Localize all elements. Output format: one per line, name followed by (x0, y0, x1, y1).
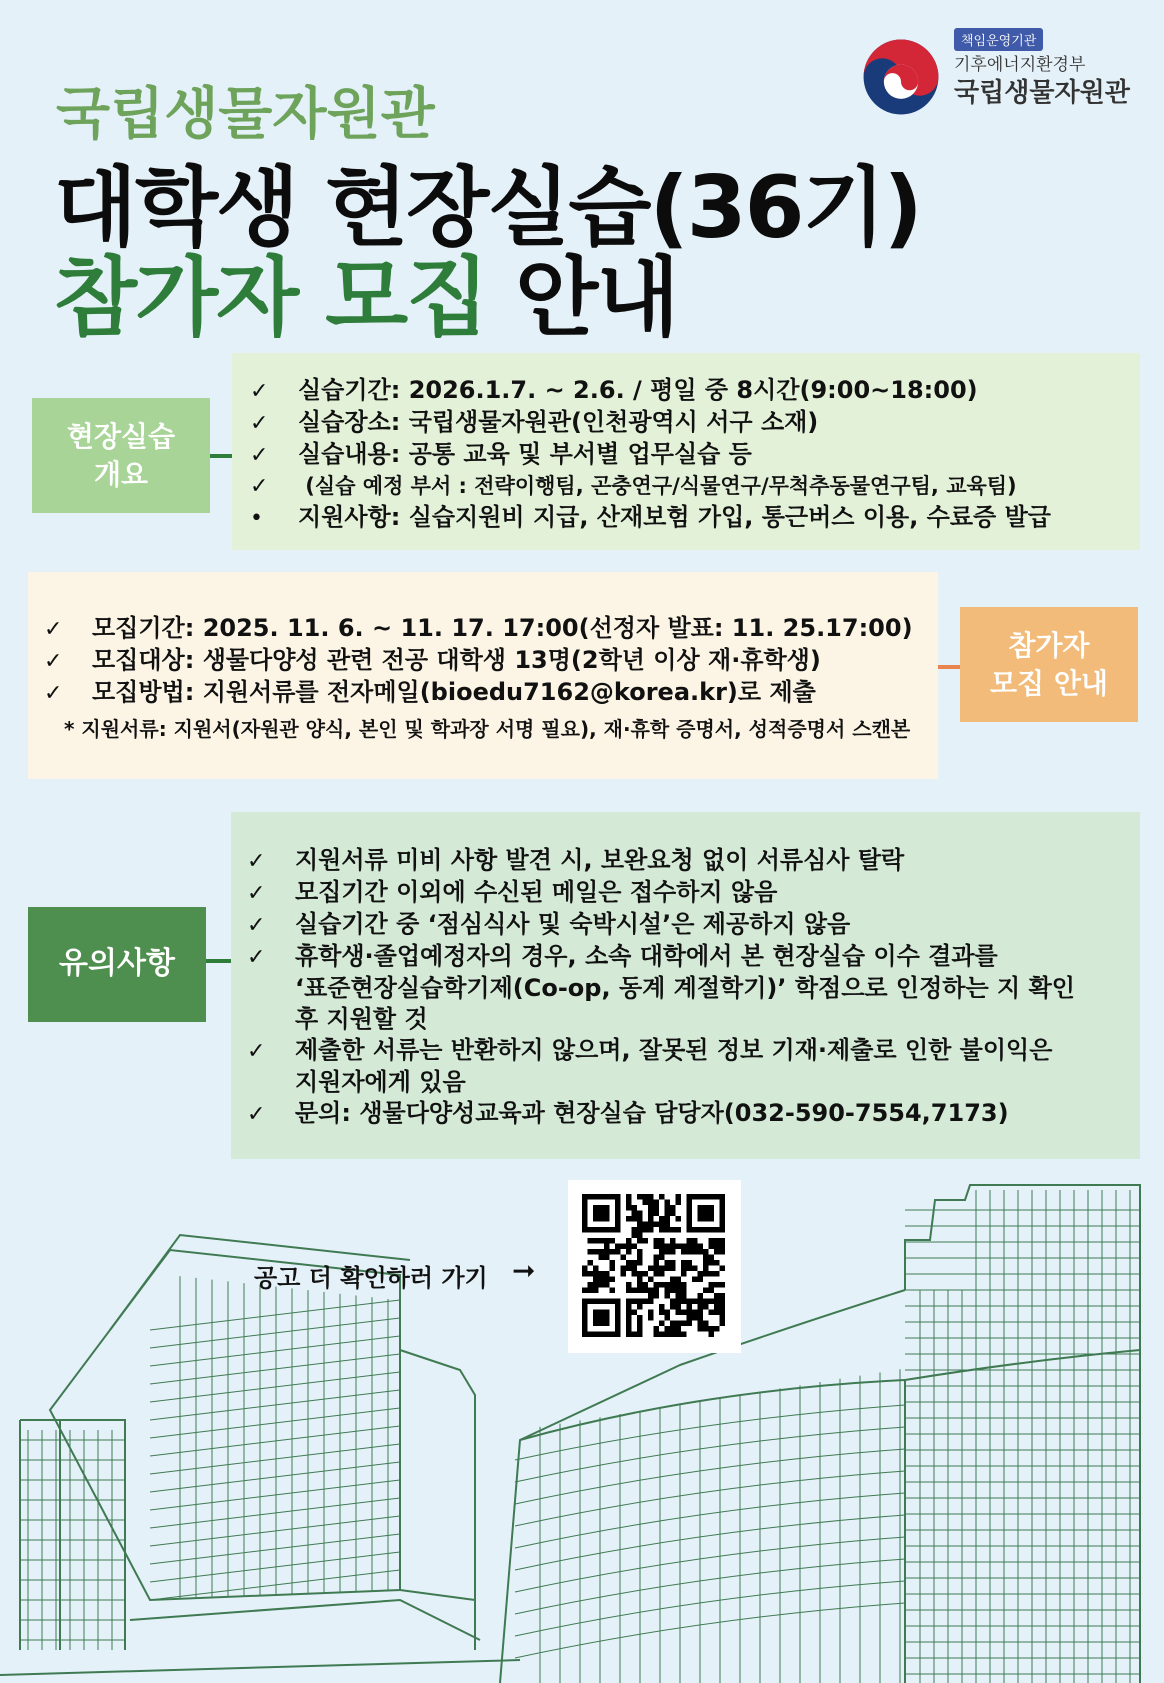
list-item-continuation (247, 1004, 1075, 1035)
list-item (44, 677, 913, 709)
list-item-text: 실습장소: 국립생물자원관(인천광역시 서구 소재) (298, 408, 819, 436)
list-item (247, 941, 1075, 973)
list-item-text: 후 지원할 것 (295, 1005, 428, 1033)
check-icon: ✓ (250, 411, 269, 436)
list-item (247, 877, 1075, 909)
list-item (44, 613, 913, 645)
list-item-text: 실습내용: 공통 교육 및 부서별 업무실습 등 (298, 440, 752, 468)
list-item (247, 909, 1075, 941)
qr-code-icon (568, 1180, 741, 1353)
list-item (247, 1035, 1075, 1067)
list-item-text: 문의: 생물다양성교육과 현장실습 담당자(032-590-7554,7173) (295, 1099, 1009, 1127)
check-icon: ✓ (247, 1039, 266, 1064)
list-item (250, 407, 1051, 439)
check-icon: ✓ (247, 913, 266, 938)
overview-list (250, 375, 1051, 534)
list-item-text: 모집대상: 생물다양성 관련 전공 대학생 13명(2학년 이상 재·휴학생) (92, 646, 821, 674)
title-org: 국립생물자원관 (56, 82, 435, 147)
list-item (250, 471, 1051, 502)
list-item-text: 실습기간 중 ‘점심식사 및 숙박시설’은 제공하지 않음 (295, 910, 851, 938)
list-item (250, 375, 1051, 407)
ministry-logo (862, 26, 1142, 116)
qr-code[interactable] (568, 1180, 741, 1353)
taegeuk-emblem-icon (862, 38, 940, 116)
list-item-text: 모집기간: 2025. 11. 6. ~ 11. 17. 17:00(선정자 발표: 11. 25.17:00) (92, 614, 913, 642)
list-item-text: ‘표준현장실습학기제(Co-op, 동계 계절학기)’ 학점으로 인정하는 지 확인 (295, 974, 1075, 1002)
list-item-text: 휴학생·졸업예정자의 경우, 소속 대학에서 본 현장실습 이수 결과를 (295, 942, 998, 970)
subtitle-green: 참가자 모집 (54, 248, 488, 348)
qr-label: 공고 더 확인하러 가기 (254, 1264, 488, 1292)
check-icon: ✓ (247, 1102, 266, 1127)
check-icon: ✓ (44, 649, 63, 674)
list-item-text: 지원서류 미비 사항 발견 시, 보완요청 없이 서류심사 탈락 (295, 846, 905, 874)
check-icon: ✓ (44, 681, 63, 706)
list-item-text: 지원사항: 실습지원비 지급, 산재보험 가입, 통근버스 이용, 수료증 발급 (298, 503, 1051, 531)
overview-tag-line2: 개요 (93, 457, 149, 491)
list-item (250, 439, 1051, 471)
check-icon: ✓ (44, 617, 63, 642)
page-title: 대학생 현장실습(36기) (54, 158, 921, 258)
recruit-connector (938, 665, 960, 669)
recruit-tag-line1: 참가자 (1008, 628, 1090, 662)
check-icon: ✓ (250, 443, 269, 468)
recruit-list (44, 613, 913, 709)
notice-list (247, 845, 1075, 1130)
list-item (247, 1098, 1075, 1130)
documents-note: * 지원서류: 지원서(자원관 양식, 본인 및 학과장 서명 필요), 재·휴학 증명서, 성적증명서 스캔본 (64, 717, 911, 741)
list-item-text: 지원자에게 있음 (295, 1068, 466, 1096)
list-item-text: 제출한 서류는 반환하지 않으며, 잘못된 정보 기재·제출로 인한 불이익은 (295, 1036, 1053, 1064)
logo-badge: 책임운영기관 (954, 28, 1043, 51)
list-item-text: 실습기간: 2026.1.7. ~ 2.6. / 평일 중 8시간(9:00~18:00) (298, 376, 978, 404)
logo-org: 국립생물자원관 (954, 78, 1130, 108)
check-icon: ✓ (250, 379, 269, 404)
logo-ministry: 기후에너지환경부 (954, 55, 1086, 75)
check-icon: ✓ (247, 945, 266, 970)
check-icon: ✓ (247, 849, 266, 874)
list-item (247, 845, 1075, 877)
check-icon: ✓ (250, 474, 269, 499)
list-item-text: 모집방법: 지원서류를 전자메일(bioedu7162@korea.kr)로 제출 (92, 678, 816, 706)
overview-connector (210, 454, 232, 458)
page-subtitle (54, 228, 677, 352)
list-item-continuation (247, 973, 1075, 1004)
bullet-icon: • (250, 506, 263, 531)
list-item-text: (실습 예정 부서 : 전략이행팀, 곤충연구/식물연구/무척추동물연구팀, 교육팀) (298, 474, 1017, 498)
notice-tag: 유의사항 (28, 907, 206, 1022)
list-item (250, 502, 1051, 534)
list-item (44, 645, 913, 677)
overview-tag (32, 398, 210, 513)
list-item-continuation (247, 1067, 1075, 1098)
arrow-right-icon: ➞ (512, 1254, 536, 1287)
subtitle-black: 안내 (515, 248, 678, 348)
list-item-text: 모집기간 이외에 수신된 메일은 접수하지 않음 (295, 878, 778, 906)
recruit-tag-line2: 모집 안내 (990, 666, 1108, 700)
notice-connector (206, 959, 231, 963)
overview-tag-line1: 현장실습 (66, 419, 176, 453)
recruit-tag (960, 607, 1138, 722)
check-icon: ✓ (247, 881, 266, 906)
